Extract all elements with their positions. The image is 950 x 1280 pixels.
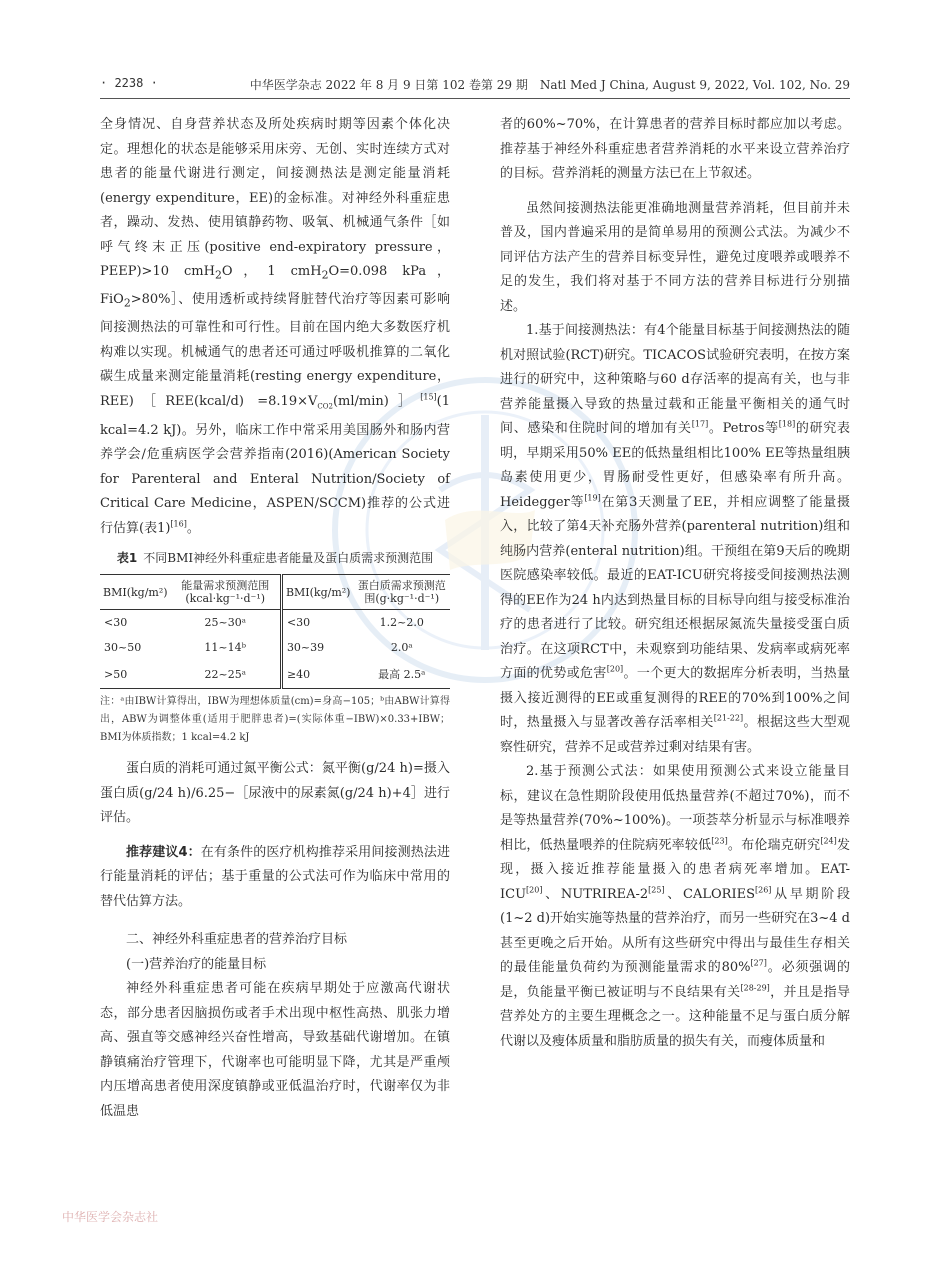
running-header — [100, 76, 850, 99]
publisher-logo: 中华医学会杂志社 — [62, 1210, 159, 1224]
paragraph-energy-measurement: 全身情况、自身营养状态及所处疾病时期等因素个体化决定。理想化的状态是能够采用床旁、无创、实时连续方式对患者的能量代谢进行测定，间接测热法是测定能量消耗(energy expenditure，EE)的金标准。对神经外科重症患者，躁动、发热、使用镇静药物、吸氧、机械通气条件［如呼气终末正压(positive end-expiratory pressure，PEEP)>10 cmH$_2$O，1 cmH$_2$O=0.098 kPa，FiO$_2$>80%］、使用透析或持续肾脏替代治疗等因素可影响间接测热法的可靠性和可行性。目前在国内绝大多数医疗机构难以实现。机械通气的患者还可通过呼吸机推算的二氧化碳生成量来测定能量消耗(resting energy expenditure，REE)［REE(kcal/d) $=8.19\times V_{CO2}(ml/\min)][15](1$ kcal=4.2 kJ)。另外，临床工作中常采用美国肠外和肠内营养学会/危重病医学会营养指南(2016)(American Society for Parenteral and Enteral Nutrition/Society of Critical Care Medicine，ASPEN/SCCM)推荐的公式进行估算(表1)[16]。 — [100, 117, 450, 536]
page-number: · 2238 · — [100, 76, 158, 90]
journal-citation: 中华医学杂志 2022 年 8 月 9 日第 102 卷第 29 期 Natl Med J China, August 9, 2022, Vol. 102, No. 29 — [249, 78, 850, 92]
recommendation-4: 推荐建议4：在有条件的医疗机构推荐采用间接测热法进行能量消耗的评估；基于重量的公式法可作为临床中常用的替代估算方法。 — [100, 844, 450, 909]
table-row: >50 22~25ᵃ ≥40 最高 2.5ᵃ — [100, 660, 450, 689]
col-header-bmi: BMI(kg/m²) — [100, 575, 171, 610]
paragraph-continued: 者的60%~70%，在计算患者的营养目标时都应加以考虑。推荐基于神经外科重症患者营养消耗的水平来设立营养治疗的目标。营养消耗的测量方法已在上节叙述。 — [500, 117, 850, 181]
bmi-requirement-table — [100, 574, 450, 689]
table-row: <30 25~30ᵃ <30 1.2~2.0 — [100, 610, 450, 636]
section-heading: 二、神经外科重症患者的营养治疗目标 — [126, 932, 348, 948]
paragraph-methods-overview: 虽然间接测热法能更准确地测量营养消耗，但目前并未普及，国内普遍采用的是简单易用的预测公式法。为减少不同评估方法产生的营养目标变异性，避免过度喂养或喂养不足的发生，我们将对基于不同方法的营养目标进行分别描述。 — [500, 200, 850, 314]
table-caption: 表1 不同BMI神经外科重症患者能量及蛋白质需求预测范围 — [116, 551, 434, 566]
paragraph-hypermetabolism: 神经外科重症患者可能在疾病早期处于应激高代谢状态，部分患者因脑损伤或者手术出现中枢性高热、肌张力增高、强直等交感神经兴奋性增高，导致基础代谢增加。在镇静镇痛治疗管理下，代谢率也可能明显下降，尤其是严重颅内压增高患者使用深度镇静或亚低温治疗时，代谢率仅为非低温患 — [100, 981, 450, 1119]
col-header-bmi-2: BMI(kg/m²) — [281, 575, 353, 610]
col-header-protein: 蛋白质需求预测范围(g·kg⁻¹·d⁻¹) — [353, 575, 450, 610]
subsection-heading: (一)营养治疗的能量目标 — [126, 956, 267, 972]
paragraph-nitrogen-balance: 蛋白质的消耗可通过氮平衡公式：氮平衡(g/24 h)=摄入蛋白质(g/24 h)/6.25−［尿液中的尿素氮(g/24 h)+4］进行评估。 — [100, 761, 450, 826]
col-header-energy: 能量需求预测范围(kcal·kg⁻¹·d⁻¹) — [171, 575, 282, 610]
right-column — [500, 113, 850, 1054]
table-note: 注：ᵃ由IBW计算得出，IBW为理想体质量(cm)=身高−105；ᵇ由ABW计算得出，ABW为调整体重(适用于肥胖患者)=(实际体重−IBW)×0.33+IBW；BMI为体质指数；1 kcal=4.2 kJ — [100, 696, 450, 744]
left-column — [100, 113, 450, 1124]
paragraph-predictive-equations: 2.基于预测公式法：如果使用预测公式来设立能量目标，建议在急性期阶段使用低热量营养(不超过70%)，而不是等热量营养(70%~100%)。一项荟萃分析显示与标准喂养相比，低热量喂养的住院病死率较低[23]。布伦瑞克研究[24]发现，摄入接近推荐能量摄入的患者病死率增加。EAT-ICU[20]、NUTRIREA-2[25]、CALORIES[26]从早期阶段(1~2 d)开始实施等热量的营养治疗，而另一些研究在3~4 d甚至更晚之后开始。从所有这些研究中得出与最佳生存相关的最佳能量负荷约为预测能量需求的80%[27]。必须强调的是，负能量平衡已被证明与不良结果有关[28-29]，并且是指导营养处方的主要生理概念之一。这种能量不足与蛋白质分解代谢以及瘦体质量和脂肪质量的损失有关，而瘦体质量和 — [500, 764, 850, 1049]
paragraph-indirect-calorimetry: 1.基于间接测热法：有4个能量目标基于间接测热法的随机对照试验(RCT)研究。TICACOS试验研究表明，在按方案进行的研究中，这种策略与60 d存活率的提高有关，也与非营养能量摄入导致的热量过载和正能量平衡相关的通气时间、感染和住院时间的增加有关[17]。Petros等[18]的研究表明，早期采用50% EE的低热量组相比100% EE等热量组胰岛素使用更少，胃肠耐受性更好，但感染率有所升高。Heidegger等[19]在第3天测量了EE，并相应调整了能量摄入，比较了第4天补充肠外营养(parenteral nutrition)组和纯肠内营养(enteral nutrition)组。干预组在第9天后的晚期医院感染率较低。最近的EAT-ICU研究将接受间接测热法测得的EE作为24 h内达到热量目标的目标导向组与接受标准治疗的患者进行了比较。研究组还根据尿氮流失量接受蛋白质治疗。在这项RCT中，未观察到功能结果、发病率或病死率方面的优势或危害[20]。一个更大的数据库分析表明，当热量摄入接近测得的EE或重复测得的REE的70%到100%之间时，热量摄入与显著改善存活率相关[21-22]。根据这些大型观察性研究，营养不足或营养过剩对结果有害。 — [500, 323, 850, 755]
table-row: 30~50 11~14ᵇ 30~39 2.0ᵃ — [100, 635, 450, 660]
